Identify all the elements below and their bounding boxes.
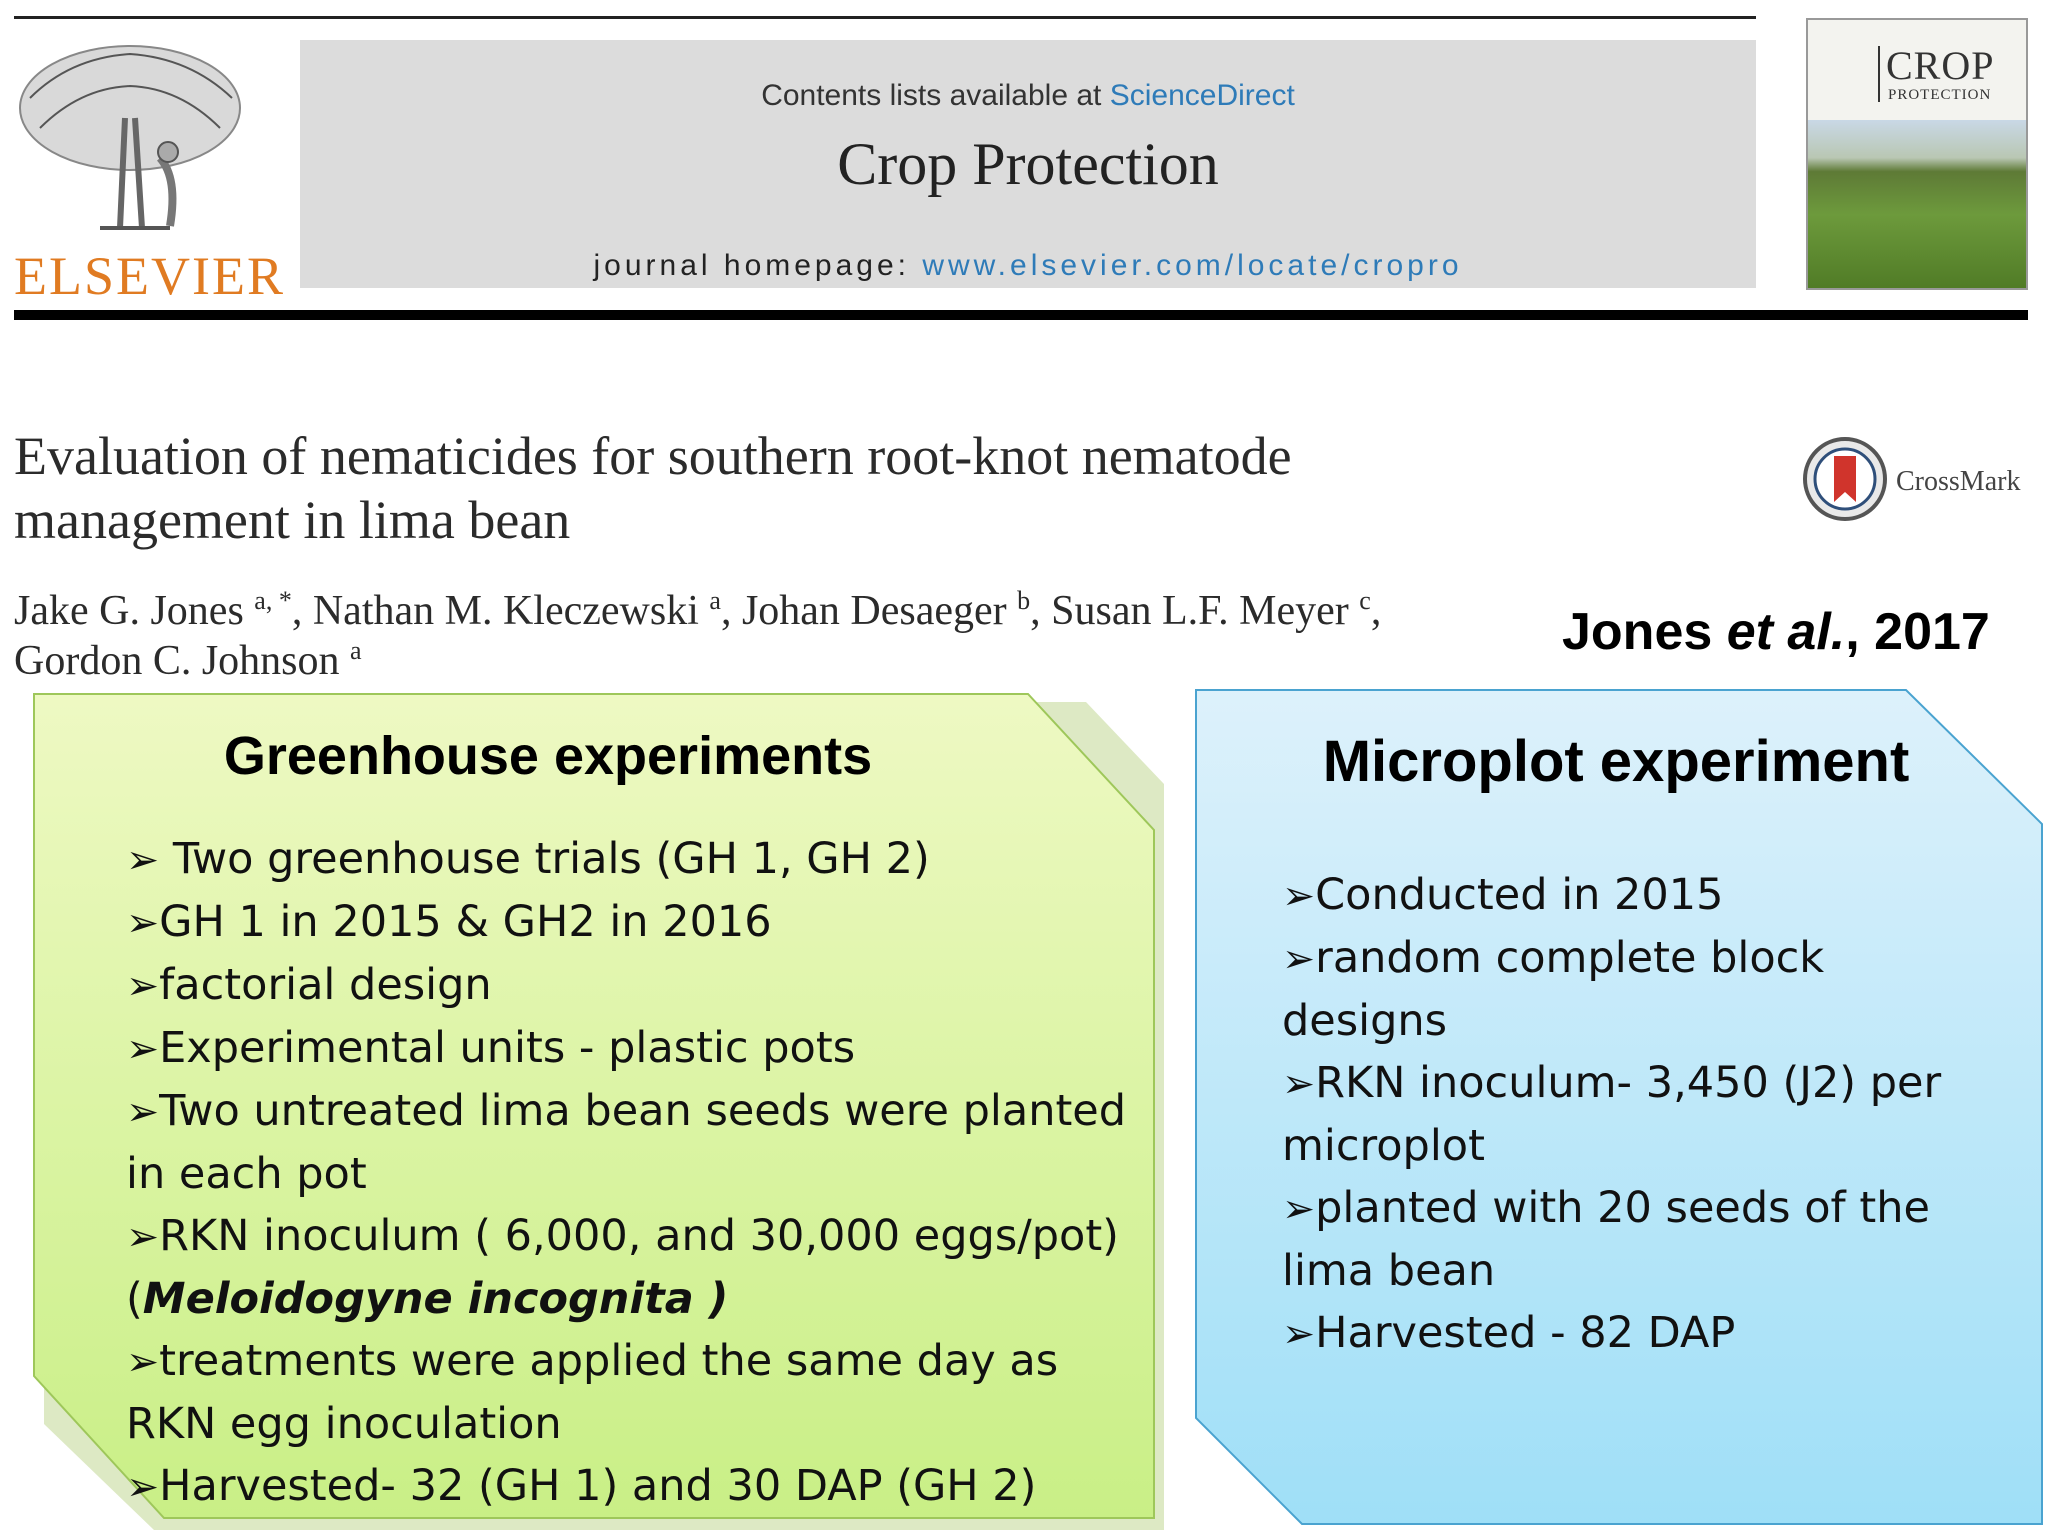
list-item-text: Harvested - 82 DAP	[1315, 1308, 1736, 1358]
arrow-bullet-icon: ➢	[126, 1089, 160, 1135]
article-title-line-1: Evaluation of nematicides for southern root-knot nematode	[14, 426, 1292, 486]
greenhouse-panel	[28, 688, 1166, 1532]
citation-etal: et al.	[1726, 603, 1846, 661]
arrow-bullet-icon: ➢	[126, 1026, 160, 1072]
citation-year: 2017	[1874, 603, 1990, 661]
species-name: Meloidogyne incognita )	[142, 1274, 729, 1324]
author-list	[14, 586, 1574, 686]
sciencedirect-link[interactable]: ScienceDirect	[1109, 79, 1295, 112]
crossmark-icon[interactable]	[1802, 436, 1888, 522]
list-item	[1282, 1302, 2002, 1365]
author-name: Nathan M. Kleczewski	[312, 588, 699, 634]
list-item-text: planted with 20 seeds of the lima bean	[1282, 1183, 1930, 1296]
arrow-bullet-icon: ➢	[1282, 1061, 1316, 1107]
cover-divider	[1878, 46, 1880, 102]
list-item	[1282, 927, 2002, 1052]
elsevier-logo	[10, 38, 285, 306]
author-affiliation: a, *	[254, 586, 292, 615]
contents-prefix: Contents lists available at	[761, 79, 1102, 112]
citation-label: Jones et al., 2017	[1562, 603, 1990, 661]
list-item-text: Harvested- 32 (GH 1) and 30 DAP (GH 2)	[159, 1461, 1037, 1511]
author-name: Johan Desaeger	[741, 588, 1007, 634]
arrow-bullet-icon: ➢	[126, 1464, 160, 1510]
greenhouse-heading: Greenhouse experiments	[223, 726, 873, 786]
arrow-bullet-icon: ➢	[1282, 1186, 1316, 1232]
list-item-text: factorial design	[159, 960, 492, 1010]
contents-line	[300, 78, 1756, 114]
citation-author: Jones	[1562, 603, 1713, 661]
microplot-list	[1282, 864, 2002, 1365]
microplot-heading: Microplot experiment	[1322, 729, 1910, 794]
list-item	[126, 1205, 1146, 1330]
list-item	[126, 1330, 1146, 1455]
list-item	[126, 1080, 1146, 1205]
cover-subtitle: PROTECTION	[1888, 87, 1992, 103]
microplot-panel	[1190, 684, 2048, 1536]
arrow-bullet-icon: ➢	[1282, 1311, 1316, 1357]
list-item	[126, 828, 1146, 891]
author-affiliation: a	[709, 586, 721, 615]
list-item	[1282, 1052, 2002, 1177]
author-affiliation: a	[350, 636, 362, 665]
list-item-text: treatments were applied the same day as RKN egg inoculation	[126, 1336, 1059, 1449]
author-name: Susan L.F. Meyer	[1051, 588, 1349, 634]
arrow-bullet-icon: ➢	[126, 900, 160, 946]
list-item	[126, 891, 1146, 954]
arrow-bullet-icon: ➢	[126, 963, 160, 1009]
header-top-rule	[14, 16, 1756, 19]
homepage-line	[300, 248, 1756, 284]
arrow-bullet-icon: ➢	[1282, 873, 1316, 919]
list-item	[1282, 864, 2002, 927]
cover-field-photo	[1808, 120, 2026, 290]
article-title	[14, 424, 1534, 552]
list-item-text: random complete block designs	[1282, 933, 1825, 1046]
list-item-text: Conducted in 2015	[1315, 870, 1724, 920]
list-item-text: Experimental units - plastic pots	[159, 1023, 856, 1073]
arrow-bullet-icon: ➢	[1282, 936, 1316, 982]
author-affiliation: c	[1359, 586, 1371, 615]
journal-cover-image	[1806, 18, 2028, 290]
journal-banner	[300, 40, 1756, 288]
list-item	[1282, 1177, 2002, 1302]
list-item-text: Two greenhouse trials (GH 1, GH 2)	[172, 834, 930, 884]
list-item-text: Two untreated lima bean seeds were planted in each pot	[126, 1086, 1127, 1199]
list-item	[126, 954, 1146, 1017]
greenhouse-list	[126, 828, 1146, 1518]
list-item-text: GH 1 in 2015 & GH2 in 2016	[159, 897, 772, 947]
cover-title: CROP	[1886, 43, 1995, 88]
list-item	[126, 1455, 1146, 1518]
author-line-2	[14, 636, 1574, 686]
crossmark-label: CrossMark	[1896, 466, 2021, 497]
author-line-1: Jake G. Jones $^{a, *}$, Nathan M. Kleczewski $^a$, Johan Desaeger $^b$, Susan L.F. Meyer $^c$,	[14, 586, 1382, 634]
arrow-bullet-icon: ➢	[126, 1214, 160, 1260]
arrow-bullet-icon: ➢	[126, 1339, 160, 1385]
homepage-prefix: journal homepage:	[593, 249, 910, 282]
author-name: Gordon C. Johnson	[14, 638, 340, 684]
list-item-text: RKN inoculum- 3,450 (J2) per microplot	[1282, 1058, 1942, 1171]
journal-title: Crop Protection	[837, 131, 1219, 197]
arrow-bullet-icon: ➢	[126, 837, 160, 883]
elsevier-wordmark: ELSEVIER	[14, 246, 285, 306]
header-bottom-rule	[14, 310, 2028, 320]
list-item	[126, 1017, 1146, 1080]
author-affiliation: b	[1017, 586, 1031, 615]
author-name: Jake G. Jones	[14, 588, 244, 634]
list-item-text: RKN inoculum ( 6,000, and 30,000 eggs/pot) (	[126, 1211, 1119, 1324]
homepage-link[interactable]: www.elsevier.com/locate/cropro	[922, 249, 1463, 282]
elsevier-tree-icon	[10, 38, 250, 238]
article-title-line-2: management in lima bean	[14, 490, 571, 550]
